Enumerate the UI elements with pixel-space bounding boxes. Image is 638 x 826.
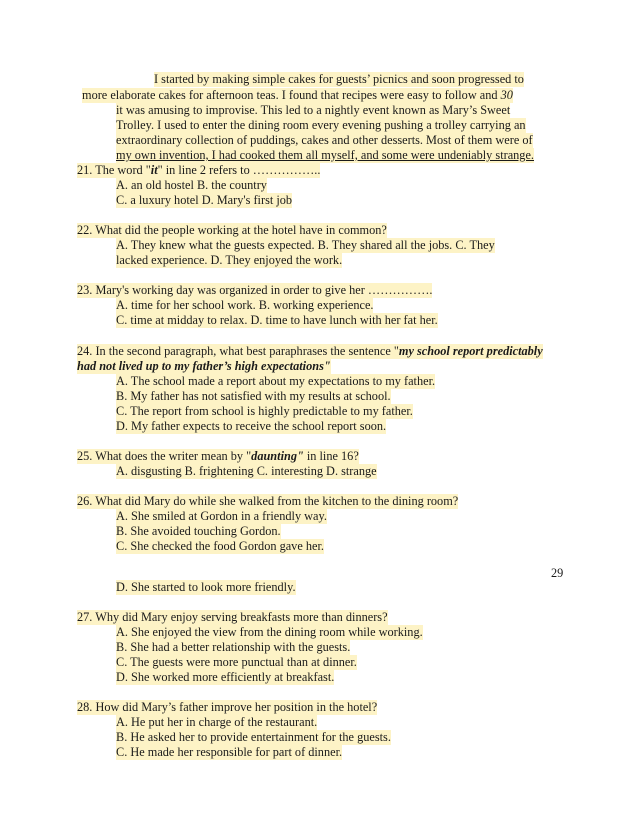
question-24-option-d: D. My father expects to receive the school report soon. — [116, 419, 387, 433]
question-27-stem: 27. Why did Mary enjoy serving breakfasts more than dinners? — [77, 610, 388, 624]
question-24-option-b: B. My father has not satisfied with my results at school. — [116, 389, 391, 403]
question-21-options-1: A. an old hostel B. the country — [116, 178, 267, 192]
question-24-stem-text: 24. In the second paragraph, what best paraphrases the sentence " — [77, 344, 399, 358]
question-25-stem-end: in line 16? — [303, 449, 359, 463]
question-28-option-a: A. He put her in charge of the restaurant. — [116, 715, 318, 729]
question-24-stem-line-1 — [77, 344, 543, 359]
line-number-label: 30 — [500, 88, 513, 102]
question-24-option-a: A. The school made a report about my expectations to my father. — [116, 374, 436, 388]
question-21-options-2: C. a luxury hotel D. Mary's first job — [116, 193, 293, 207]
question-25-stem-text: 25. What does the writer mean by " — [77, 449, 252, 463]
question-24-quote-2: had not lived up to my father’s high expectations" — [77, 359, 331, 373]
question-23-options-1: A. time for her school work. B. working experience. — [116, 298, 374, 312]
question-27-option-a: A. She enjoyed the view from the dining room while working. — [116, 625, 423, 639]
question-21-keyword: it — [150, 163, 158, 177]
question-21-stem-text: 21. The word " — [77, 163, 151, 177]
question-22-options-2: lacked experience. D. They enjoyed the work. — [116, 253, 343, 267]
question-24-quote-1: my school report predictably — [398, 344, 543, 358]
question-27-option-c: C. The guests were more punctual than at dinner. — [116, 655, 357, 669]
passage-line-1: I started by making simple cakes for guests’ picnics and soon progressed to — [154, 72, 524, 86]
question-22-options-1: A. They knew what the guests expected. B. They shared all the jobs. C. They — [116, 238, 495, 252]
question-26-option-c: C. She checked the food Gordon gave her. — [116, 539, 324, 553]
question-22-stem: 22. What did the people working at the hotel have in common? — [77, 223, 387, 237]
passage-line-5: extraordinary collection of puddings, cakes and other desserts. Most of them were of — [116, 133, 533, 147]
passage-line-6: my own invention, I had cooked them all myself, and some were undeniably strange. — [116, 148, 534, 162]
question-23-options-2: C. time at midday to relax. D. time to have lunch with her fat her. — [116, 313, 438, 327]
page-number: 29 — [551, 566, 564, 580]
question-26-stem: 26. What did Mary do while she walked from the kitchen to the dining room? — [77, 494, 459, 508]
question-26-option-b: B. She avoided touching Gordon. — [116, 524, 281, 538]
question-28-option-c: C. He made her responsible for part of dinner. — [116, 745, 343, 759]
passage-line-4: Trolley. I used to enter the dining room every evening pushing a trolley carrying an — [116, 118, 526, 132]
question-26-option-a: A. She smiled at Gordon in a friendly way. — [116, 509, 327, 523]
passage-line-2-text: more elaborate cakes for afternoon teas. I found that recipes were easy to follow and — [82, 88, 501, 102]
question-25-keyword: daunting" — [251, 449, 304, 463]
question-21-stem — [77, 163, 320, 178]
passage-line-3: it was amusing to improvise. This led to a nightly event known as Mary’s Sweet — [116, 103, 511, 117]
passage-line-2 — [82, 88, 513, 103]
question-27-option-b: B. She had a better relationship with the guests. — [116, 640, 351, 654]
question-28-stem: 28. How did Mary’s father improve her position in the hotel? — [77, 700, 378, 714]
question-21-stem-end: " in line 2 refers to …………….. — [157, 163, 321, 177]
question-24-option-c: C. The report from school is highly predictable to my father. — [116, 404, 413, 418]
question-25-options: A. disgusting B. frightening C. interesting D. strange — [116, 464, 377, 478]
question-27-option-d: D. She worked more efficiently at breakfast. — [116, 670, 335, 684]
question-23-stem: 23. Mary's working day was organized in order to give her ……………. — [77, 283, 433, 297]
question-26-option-d: D. She started to look more friendly. — [116, 580, 296, 594]
question-25-stem — [77, 449, 359, 464]
question-28-option-b: B. He asked her to provide entertainment for the guests. — [116, 730, 391, 744]
